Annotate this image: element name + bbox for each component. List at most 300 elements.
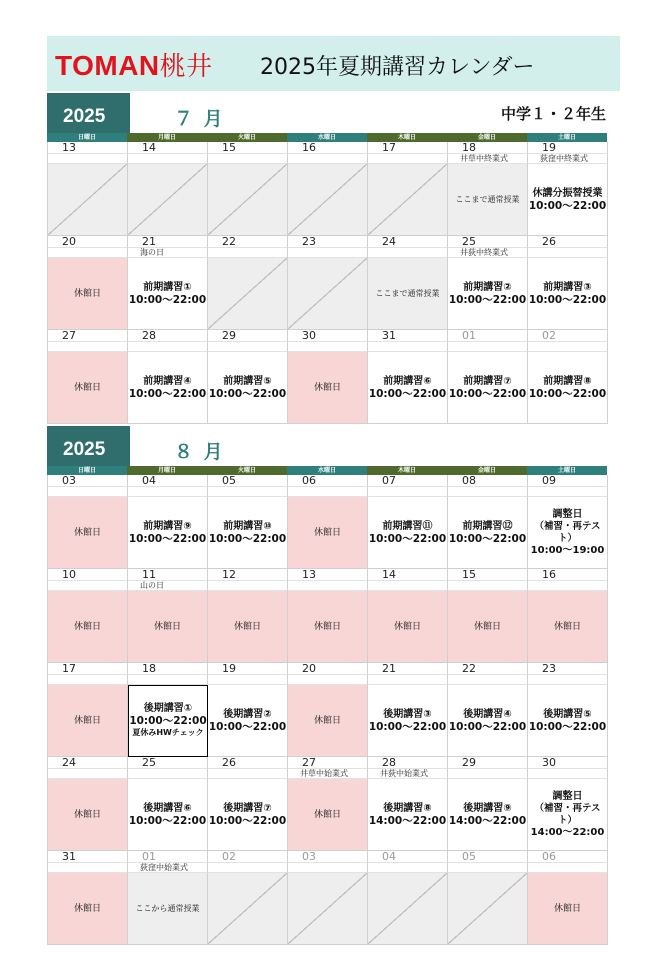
cell-text: 休館日 — [73, 903, 101, 914]
day-number: 24 — [368, 236, 448, 248]
day-number: 05 — [208, 475, 288, 487]
calendar-week — [47, 757, 608, 851]
weekday-label: 金曜日 — [447, 466, 527, 475]
day-number: 27 — [48, 330, 128, 342]
day-number: 16 — [288, 142, 368, 154]
day-number: 09 — [528, 475, 608, 487]
day-number: 01 — [448, 330, 528, 342]
cell-text: 休館日 — [73, 382, 101, 393]
calendar-week — [47, 475, 608, 569]
regular-class-cell[interactable] — [48, 164, 128, 236]
day-note — [48, 769, 128, 779]
session-cell[interactable] — [128, 258, 208, 330]
session-cell[interactable] — [448, 352, 528, 424]
weekday-header — [47, 133, 608, 142]
regular-class-cell[interactable] — [128, 164, 208, 236]
month-august — [47, 426, 608, 945]
closed-day-cell[interactable] — [288, 591, 368, 663]
day-number: 04 — [368, 851, 448, 863]
session-detail: 10:00〜22:00 — [128, 532, 207, 545]
closed-day-cell[interactable] — [288, 497, 368, 569]
cell-text: 休館日 — [73, 809, 101, 820]
month-label: ７ 月 — [174, 108, 225, 130]
session-title: 前期講習⑦ — [463, 375, 512, 387]
day-number: 30 — [528, 757, 608, 769]
session-detail: 10:00〜22:00 — [128, 387, 207, 400]
regular-class-cell[interactable] — [368, 164, 448, 236]
closed-day-cell[interactable] — [48, 258, 128, 330]
session-extra: 夏休みHWチェック — [132, 728, 204, 737]
weekday-label: 月曜日 — [127, 133, 207, 142]
session-text — [209, 521, 286, 545]
month-july — [47, 93, 608, 424]
month-label: ８ 月 — [174, 441, 225, 463]
session-text — [129, 282, 206, 306]
day-note — [448, 581, 528, 591]
session-detail: 10:00〜22:00 — [448, 720, 527, 733]
session-cell[interactable] — [368, 497, 448, 569]
day-number: 10 — [48, 569, 128, 581]
day-note: 海の日 — [128, 248, 208, 258]
day-number: 29 — [448, 757, 528, 769]
day-note — [448, 769, 528, 779]
session-text — [209, 376, 286, 400]
day-number: 05 — [448, 851, 528, 863]
day-note — [528, 342, 608, 352]
weekday-label: 日曜日 — [47, 466, 127, 475]
day-note — [288, 154, 368, 164]
cell-text: 休館日 — [73, 715, 101, 726]
day-number: 16 — [528, 569, 608, 581]
day-number: 17 — [48, 663, 128, 675]
cell-text: 休館日 — [73, 527, 101, 538]
day-number: 14 — [368, 569, 448, 581]
session-text — [209, 803, 286, 827]
day-number: 31 — [368, 330, 448, 342]
session-cell[interactable] — [368, 352, 448, 424]
session-detail: （補習・再テスト） — [534, 520, 601, 544]
month-header — [47, 93, 608, 133]
weekday-label: 日曜日 — [47, 133, 127, 142]
session-text — [449, 282, 526, 306]
session-cell[interactable] — [208, 685, 288, 757]
session-title: 後期講習③ — [383, 708, 432, 720]
closed-day-cell[interactable] — [208, 591, 288, 663]
year-label: 2025 — [63, 439, 106, 460]
day-note — [368, 342, 448, 352]
session-detail: 10:00〜22:00 — [528, 293, 607, 306]
day-number: 18 — [448, 142, 528, 154]
day-note: 井荻中始業式 — [368, 769, 448, 779]
day-note — [208, 675, 288, 685]
cell-text: 休館日 — [313, 809, 341, 820]
session-cell[interactable] — [528, 497, 608, 569]
session-text — [528, 509, 607, 557]
day-note — [528, 581, 608, 591]
weekday-label: 火曜日 — [207, 466, 287, 475]
day-note — [48, 487, 128, 497]
cell-text: 休館日 — [153, 621, 181, 632]
closed-day-cell[interactable] — [48, 352, 128, 424]
weekday-label: 水曜日 — [287, 466, 367, 475]
day-note — [208, 487, 288, 497]
session-extra: 14:00〜22:00 — [530, 826, 605, 838]
regular-class-cell[interactable] — [208, 873, 288, 945]
session-text — [369, 709, 446, 733]
session-title: 前期講習⑫ — [462, 520, 513, 532]
cell-text: ここまで通常授業 — [375, 288, 440, 298]
calendar-week — [47, 330, 608, 424]
brand-kanji: 桃井 — [159, 52, 213, 82]
page-title: 2025年夏期講習カレンダー — [260, 55, 535, 80]
cell-text: 休館日 — [233, 621, 261, 632]
session-cell[interactable] — [368, 685, 448, 757]
session-text — [369, 376, 446, 400]
day-number: 15 — [448, 569, 528, 581]
day-note — [448, 487, 528, 497]
session-title: 前期講習⑪ — [382, 520, 433, 532]
day-note — [528, 769, 608, 779]
session-title: 後期講習⑦ — [223, 802, 272, 814]
day-number: 12 — [208, 569, 288, 581]
session-cell[interactable] — [448, 685, 528, 757]
closed-day-cell[interactable] — [288, 685, 368, 757]
cell-text: 休館日 — [313, 715, 341, 726]
session-title: 前期講習⑩ — [223, 520, 272, 532]
session-detail: 10:00〜22:00 — [448, 532, 527, 545]
day-note — [48, 863, 128, 873]
day-number: 18 — [128, 663, 208, 675]
session-title: 前期講習⑨ — [143, 520, 192, 532]
day-number: 24 — [48, 757, 128, 769]
day-note — [208, 154, 288, 164]
closed-day-cell[interactable] — [528, 873, 608, 945]
day-note — [208, 342, 288, 352]
day-note — [128, 769, 208, 779]
day-note — [288, 863, 368, 873]
day-note — [448, 675, 528, 685]
session-detail: 10:00〜22:00 — [208, 387, 287, 400]
weekday-label: 土曜日 — [527, 133, 607, 142]
closed-day-cell[interactable] — [288, 779, 368, 851]
session-cell[interactable] — [448, 497, 528, 569]
session-title: 前期講習② — [463, 281, 512, 293]
closed-day-cell[interactable] — [48, 591, 128, 663]
cell-text: 休館日 — [313, 527, 341, 538]
day-note — [368, 863, 448, 873]
session-detail: 14:00〜22:00 — [448, 814, 527, 827]
session-extra: 10:00〜19:00 — [530, 544, 605, 556]
day-note — [368, 154, 448, 164]
session-title: 前期講習① — [143, 281, 192, 293]
day-note — [48, 581, 128, 591]
day-number: 23 — [528, 663, 608, 675]
regular-class-cell[interactable] — [208, 258, 288, 330]
day-note — [128, 675, 208, 685]
closed-day-cell[interactable] — [288, 352, 368, 424]
weekday-header — [47, 466, 608, 475]
day-note — [368, 675, 448, 685]
day-note: 井草中終業式 — [448, 154, 528, 164]
session-detail: 10:00〜22:00 — [528, 387, 607, 400]
session-cell[interactable] — [208, 352, 288, 424]
session-detail: （補習・再テスト） — [534, 802, 601, 826]
day-note — [448, 863, 528, 873]
cell-text: 休館日 — [553, 621, 581, 632]
day-note — [128, 154, 208, 164]
closed-day-cell[interactable] — [448, 591, 528, 663]
session-detail: 10:00〜22:00 — [528, 720, 607, 733]
session-detail: 10:00〜22:00 — [448, 293, 527, 306]
weekday-label: 木曜日 — [367, 466, 447, 475]
session-text — [449, 709, 526, 733]
day-note — [288, 581, 368, 591]
day-number: 15 — [208, 142, 288, 154]
day-note — [48, 342, 128, 352]
day-note: 井草中始業式 — [288, 769, 368, 779]
session-text — [129, 703, 206, 739]
closed-day-cell[interactable] — [528, 591, 608, 663]
weekday-label: 金曜日 — [447, 133, 527, 142]
session-detail: 10:00〜22:00 — [208, 532, 287, 545]
weekday-label: 火曜日 — [207, 133, 287, 142]
cell-text: 休館日 — [393, 621, 421, 632]
cell-text: ここまで通常授業 — [455, 194, 520, 204]
regular-class-cell[interactable] — [208, 164, 288, 236]
session-text — [528, 791, 607, 839]
regular-class-cell[interactable] — [288, 164, 368, 236]
session-detail: 10:00〜22:00 — [208, 814, 287, 827]
day-note — [368, 487, 448, 497]
day-number: 20 — [288, 663, 368, 675]
session-cell[interactable] — [208, 497, 288, 569]
session-cell[interactable] — [528, 258, 608, 330]
day-note: 山の日 — [128, 581, 208, 591]
session-cell[interactable] — [128, 497, 208, 569]
grade-label: 中学１・２年生 — [500, 105, 606, 123]
session-cell[interactable] — [128, 779, 208, 851]
regular-class-cell[interactable] — [128, 873, 208, 945]
closed-day-cell[interactable] — [368, 591, 448, 663]
day-number: 22 — [208, 236, 288, 248]
session-text — [129, 521, 206, 545]
session-title: 前期講習⑥ — [383, 375, 432, 387]
day-note — [208, 248, 288, 258]
day-note — [528, 863, 608, 873]
cell-text: 休館日 — [313, 382, 341, 393]
session-text — [129, 803, 206, 827]
day-number: 17 — [368, 142, 448, 154]
day-note: 井荻中終業式 — [448, 248, 528, 258]
session-detail: 10:00〜22:00 — [528, 199, 607, 212]
regular-class-cell[interactable] — [368, 873, 448, 945]
brand-logo — [55, 46, 213, 83]
day-note — [368, 581, 448, 591]
page-header — [47, 36, 620, 91]
session-cell[interactable] — [208, 779, 288, 851]
regular-class-cell[interactable] — [288, 873, 368, 945]
session-detail: 10:00〜22:00 — [129, 715, 207, 727]
day-number: 26 — [208, 757, 288, 769]
day-number: 03 — [288, 851, 368, 863]
session-cell[interactable] — [128, 685, 208, 757]
year-box — [47, 426, 130, 466]
session-title: 後期講習⑤ — [543, 708, 592, 720]
regular-class-cell[interactable] — [288, 258, 368, 330]
day-number: 02 — [528, 330, 608, 342]
calendar-week — [47, 663, 608, 757]
session-text — [449, 521, 526, 545]
cell-text: ここから通常授業 — [135, 903, 200, 913]
session-title: 前期講習⑤ — [223, 375, 272, 387]
session-text — [369, 521, 446, 545]
closed-day-cell[interactable] — [48, 873, 128, 945]
closed-day-cell[interactable] — [128, 591, 208, 663]
day-number: 13 — [288, 569, 368, 581]
day-number: 03 — [48, 475, 128, 487]
session-detail: 14:00〜22:00 — [368, 814, 447, 827]
session-text — [529, 709, 606, 733]
day-note — [208, 581, 288, 591]
day-number: 20 — [48, 236, 128, 248]
session-detail: 10:00〜22:00 — [128, 293, 207, 306]
day-number: 14 — [128, 142, 208, 154]
session-cell[interactable] — [528, 779, 608, 851]
day-number: 25 — [448, 236, 528, 248]
session-text — [369, 803, 446, 827]
day-note — [288, 342, 368, 352]
session-detail: 10:00〜22:00 — [448, 387, 527, 400]
session-title: 休講分振替授業 — [532, 187, 603, 199]
day-note — [288, 675, 368, 685]
day-note: 荻窪中終業式 — [528, 154, 608, 164]
session-title: 前期講習④ — [143, 375, 192, 387]
day-note — [208, 769, 288, 779]
session-title: 後期講習⑨ — [463, 802, 512, 814]
session-detail: 10:00〜22:00 — [208, 720, 287, 733]
session-text — [449, 803, 526, 827]
day-note — [48, 675, 128, 685]
weekday-label: 水曜日 — [287, 133, 367, 142]
session-text — [529, 376, 606, 400]
calendar-week — [47, 569, 608, 663]
weekday-label: 月曜日 — [127, 466, 207, 475]
session-title: 調整日 — [552, 790, 583, 802]
session-text — [529, 188, 606, 212]
day-number: 25 — [128, 757, 208, 769]
day-number: 26 — [528, 236, 608, 248]
session-cell[interactable] — [448, 258, 528, 330]
day-number: 30 — [288, 330, 368, 342]
session-title: 後期講習④ — [463, 708, 512, 720]
cell-text: 休館日 — [473, 621, 501, 632]
session-text — [449, 376, 526, 400]
day-note — [288, 248, 368, 258]
day-note — [368, 248, 448, 258]
session-title: 後期講習① — [143, 703, 193, 714]
day-note: 荻窪中始業式 — [128, 863, 208, 873]
weekday-label: 木曜日 — [367, 133, 447, 142]
day-note — [528, 675, 608, 685]
day-note — [528, 248, 608, 258]
day-number: 08 — [448, 475, 528, 487]
weekday-label: 土曜日 — [527, 466, 607, 475]
day-number: 07 — [368, 475, 448, 487]
session-title: 前期講習⑧ — [543, 375, 592, 387]
year-label: 2025 — [63, 106, 106, 127]
day-number: 21 — [128, 236, 208, 248]
session-title: 後期講習⑥ — [143, 802, 192, 814]
session-cell[interactable] — [528, 685, 608, 757]
year-box — [47, 93, 130, 133]
day-number: 11 — [128, 569, 208, 581]
brand-latin: TOMAN — [55, 50, 160, 81]
day-number: 23 — [288, 236, 368, 248]
day-note — [528, 487, 608, 497]
session-text — [209, 709, 286, 733]
day-note — [128, 487, 208, 497]
day-note — [208, 863, 288, 873]
session-detail: 10:00〜22:00 — [368, 532, 447, 545]
day-number: 28 — [368, 757, 448, 769]
day-number: 19 — [528, 142, 608, 154]
day-number: 06 — [288, 475, 368, 487]
day-note — [48, 154, 128, 164]
session-cell[interactable] — [368, 779, 448, 851]
session-detail: 10:00〜22:00 — [368, 720, 447, 733]
cell-text: 休館日 — [313, 621, 341, 632]
session-text — [129, 376, 206, 400]
session-text — [529, 282, 606, 306]
session-detail: 10:00〜22:00 — [368, 387, 447, 400]
day-number: 27 — [288, 757, 368, 769]
closed-day-cell[interactable] — [48, 497, 128, 569]
cell-text: 休館日 — [73, 621, 101, 632]
day-note — [128, 342, 208, 352]
session-title: 調整日 — [552, 508, 583, 520]
day-note — [448, 342, 528, 352]
day-number: 22 — [448, 663, 528, 675]
calendar-week — [47, 142, 608, 236]
month-header — [47, 426, 608, 466]
closed-day-cell[interactable] — [48, 779, 128, 851]
session-title: 後期講習② — [223, 708, 272, 720]
day-number: 31 — [48, 851, 128, 863]
closed-day-cell[interactable] — [48, 685, 128, 757]
day-number: 04 — [128, 475, 208, 487]
day-number: 01 — [128, 851, 208, 863]
session-cell[interactable] — [528, 164, 608, 236]
cell-text: 休館日 — [553, 903, 581, 914]
session-title: 前期講習③ — [543, 281, 592, 293]
day-number: 21 — [368, 663, 448, 675]
regular-class-cell[interactable] — [448, 164, 528, 236]
regular-class-cell[interactable] — [368, 258, 448, 330]
day-number: 29 — [208, 330, 288, 342]
day-note — [288, 487, 368, 497]
regular-class-cell[interactable] — [448, 873, 528, 945]
day-number: 13 — [48, 142, 128, 154]
calendar-week — [47, 851, 608, 945]
cell-text: 休館日 — [73, 288, 101, 299]
day-number: 28 — [128, 330, 208, 342]
session-detail: 10:00〜22:00 — [128, 814, 207, 827]
calendar-week — [47, 236, 608, 330]
session-title: 後期講習⑧ — [383, 802, 432, 814]
session-cell[interactable] — [448, 779, 528, 851]
session-cell[interactable] — [528, 352, 608, 424]
session-cell[interactable] — [128, 352, 208, 424]
